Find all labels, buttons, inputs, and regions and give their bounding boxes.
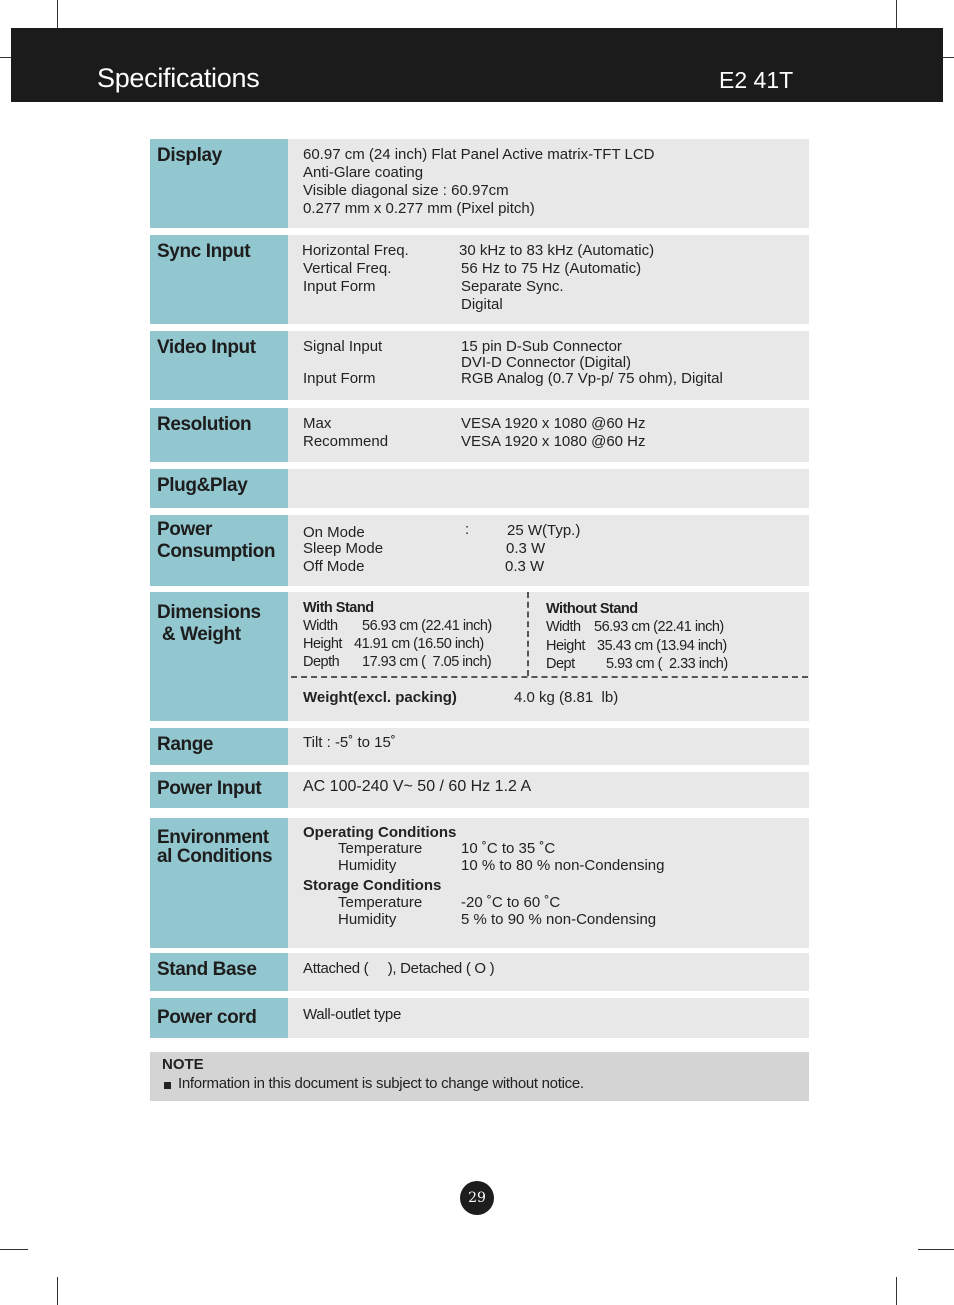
weight-value: 4.0 kg (8.81 lb) bbox=[514, 689, 619, 706]
divider bbox=[291, 676, 808, 678]
resolution-value: VESA 1920 x 1080 @60 Hz bbox=[461, 415, 646, 432]
sync-key: Input Form bbox=[303, 278, 376, 295]
range-value: Tilt : -5˚ to 15˚ bbox=[303, 734, 396, 751]
spec-content bbox=[288, 592, 809, 721]
spec-content bbox=[288, 139, 809, 228]
spec-row-plug-and-play bbox=[150, 469, 809, 508]
bullet-icon bbox=[164, 1082, 171, 1089]
resolution-value: VESA 1920 x 1080 @60 Hz bbox=[461, 433, 646, 450]
page-title: Specifications bbox=[97, 63, 260, 93]
spec-label: Plug&Play bbox=[150, 469, 288, 508]
sync-value: Digital bbox=[461, 296, 503, 313]
spec-content bbox=[288, 998, 809, 1038]
spec-row-power-consumption bbox=[150, 515, 809, 586]
resolution-key: Recommend bbox=[303, 433, 389, 450]
spec-label: Range bbox=[150, 728, 288, 765]
power-value: 25 W(Typ.) bbox=[507, 522, 581, 539]
weight-key: Weight(excl. packing) bbox=[303, 689, 457, 706]
video-value: 15 pin D-Sub Connector bbox=[461, 338, 622, 355]
without-stand-title: Without Stand bbox=[546, 601, 638, 617]
dim-value: 56.93 cm (22.41 inch) bbox=[362, 618, 492, 634]
divider bbox=[527, 592, 529, 676]
spec-label: Video Input bbox=[150, 331, 288, 400]
sync-value: Separate Sync. bbox=[461, 278, 564, 295]
env-key: Humidity bbox=[338, 857, 397, 874]
spec-label: Display bbox=[150, 139, 288, 228]
video-key: Signal Input bbox=[303, 338, 383, 355]
crop-mark bbox=[918, 1249, 954, 1250]
model-number: E2 41T bbox=[719, 67, 794, 93]
power-value: 0.3 W bbox=[506, 540, 546, 557]
spec-content bbox=[288, 331, 809, 400]
page-header bbox=[11, 28, 943, 102]
sync-key: Vertical Freq. bbox=[303, 260, 392, 277]
crop-mark bbox=[943, 57, 954, 58]
spec-row-power-cord bbox=[150, 998, 809, 1038]
spec-label: Power cord bbox=[150, 998, 288, 1038]
spec-row-stand-base bbox=[150, 953, 809, 991]
crop-mark bbox=[896, 0, 897, 28]
power-mode: Sleep Mode bbox=[303, 540, 384, 557]
spec-content bbox=[288, 469, 809, 508]
display-line: Anti-Glare coating bbox=[303, 164, 424, 181]
spec-row-sync-input bbox=[150, 235, 809, 324]
spec-content bbox=[288, 408, 809, 462]
sync-key: Horizontal Freq. bbox=[302, 242, 409, 259]
spec-row-dimensions bbox=[150, 592, 809, 721]
display-line: Visible diagonal size : 60.97cm bbox=[303, 182, 509, 199]
dim-value: 56.93 cm (22.41 inch) bbox=[594, 619, 724, 635]
sync-value: 56 Hz to 75 Hz (Automatic) bbox=[461, 260, 642, 277]
spec-content bbox=[288, 818, 809, 948]
display-line: 60.97 cm (24 inch) Flat Panel Active matrix-TFT LCD bbox=[303, 146, 655, 163]
power-mode: On Mode bbox=[303, 524, 365, 541]
resolution-key: Max bbox=[303, 415, 332, 432]
crop-mark bbox=[0, 57, 11, 58]
dim-key: Width bbox=[546, 619, 581, 635]
video-key: Input Form bbox=[303, 370, 376, 387]
spec-row-video-input bbox=[150, 331, 809, 400]
env-value: -20 ˚C to 60 ˚C bbox=[461, 894, 561, 911]
dim-key: Height bbox=[546, 638, 585, 654]
spec-row-resolution bbox=[150, 408, 809, 462]
with-stand-title: With Stand bbox=[303, 600, 374, 616]
spec-row-display bbox=[150, 139, 809, 228]
sync-value: 30 kHz to 83 kHz (Automatic) bbox=[459, 242, 655, 259]
env-key: Temperature bbox=[338, 840, 423, 857]
display-line: 0.277 mm x 0.277 mm (Pixel pitch) bbox=[303, 200, 535, 217]
env-key: Temperature bbox=[338, 894, 423, 911]
storage-title: Storage Conditions bbox=[303, 877, 442, 894]
env-value: 10 ˚C to 35 ˚C bbox=[461, 840, 556, 857]
video-value: RGB Analog (0.7 Vp-p/ 75 ohm), Digital bbox=[461, 370, 723, 387]
dim-key: Depth bbox=[303, 654, 340, 670]
power-mode: Off Mode bbox=[303, 558, 365, 575]
note-text: Information in this document is subject to change without notice. bbox=[178, 1075, 584, 1092]
power-value: 0.3 W bbox=[505, 558, 545, 575]
stand-base-value: Attached ( ), Detached ( O ) bbox=[303, 960, 495, 977]
dim-value: 41.91 cm (16.50 inch) bbox=[354, 636, 484, 652]
env-key: Humidity bbox=[338, 911, 397, 928]
video-value: DVI-D Connector (Digital) bbox=[461, 354, 632, 371]
spec-label: Dimensions & Weight bbox=[150, 592, 288, 721]
note-title: NOTE bbox=[162, 1056, 204, 1073]
spec-label: Environment al Conditions bbox=[150, 818, 288, 948]
power-cord-value: Wall-outlet type bbox=[303, 1006, 402, 1023]
spec-content bbox=[288, 772, 809, 808]
spec-label: Stand Base bbox=[150, 953, 288, 991]
power-colon: : bbox=[465, 521, 470, 538]
dim-key: Height bbox=[303, 636, 342, 652]
page-number: 29 bbox=[460, 1181, 494, 1215]
env-value: 5 % to 90 % non-Condensing bbox=[461, 911, 657, 928]
spec-label: Power Consumption bbox=[150, 515, 288, 586]
spec-content bbox=[288, 953, 809, 991]
power-input-value: AC 100-240 V~ 50 / 60 Hz 1.2 A bbox=[303, 778, 532, 795]
crop-mark bbox=[57, 0, 58, 28]
spec-content bbox=[288, 515, 809, 586]
crop-mark bbox=[0, 1249, 28, 1250]
spec-label: Power Input bbox=[150, 772, 288, 808]
spec-row-range bbox=[150, 728, 809, 765]
spec-row-power-input bbox=[150, 772, 809, 808]
dim-key: Dept bbox=[546, 656, 575, 672]
spec-row-environmental bbox=[150, 818, 809, 948]
dim-value: 35.43 cm (13.94 inch) bbox=[597, 638, 727, 654]
dim-key: Width bbox=[303, 618, 338, 634]
spec-content bbox=[288, 235, 809, 324]
spec-content bbox=[288, 728, 809, 765]
crop-mark bbox=[57, 1277, 58, 1305]
operating-title: Operating Conditions bbox=[303, 824, 457, 841]
dim-value: 5.93 cm ( 2.33 inch) bbox=[606, 656, 728, 672]
spec-label: Sync Input bbox=[150, 235, 288, 324]
env-value: 10 % to 80 % non-Condensing bbox=[461, 857, 665, 874]
note-box bbox=[150, 1052, 809, 1101]
spec-label: Resolution bbox=[150, 408, 288, 462]
dim-value: 17.93 cm ( 7.05 inch) bbox=[362, 654, 492, 670]
crop-mark bbox=[896, 1277, 897, 1305]
